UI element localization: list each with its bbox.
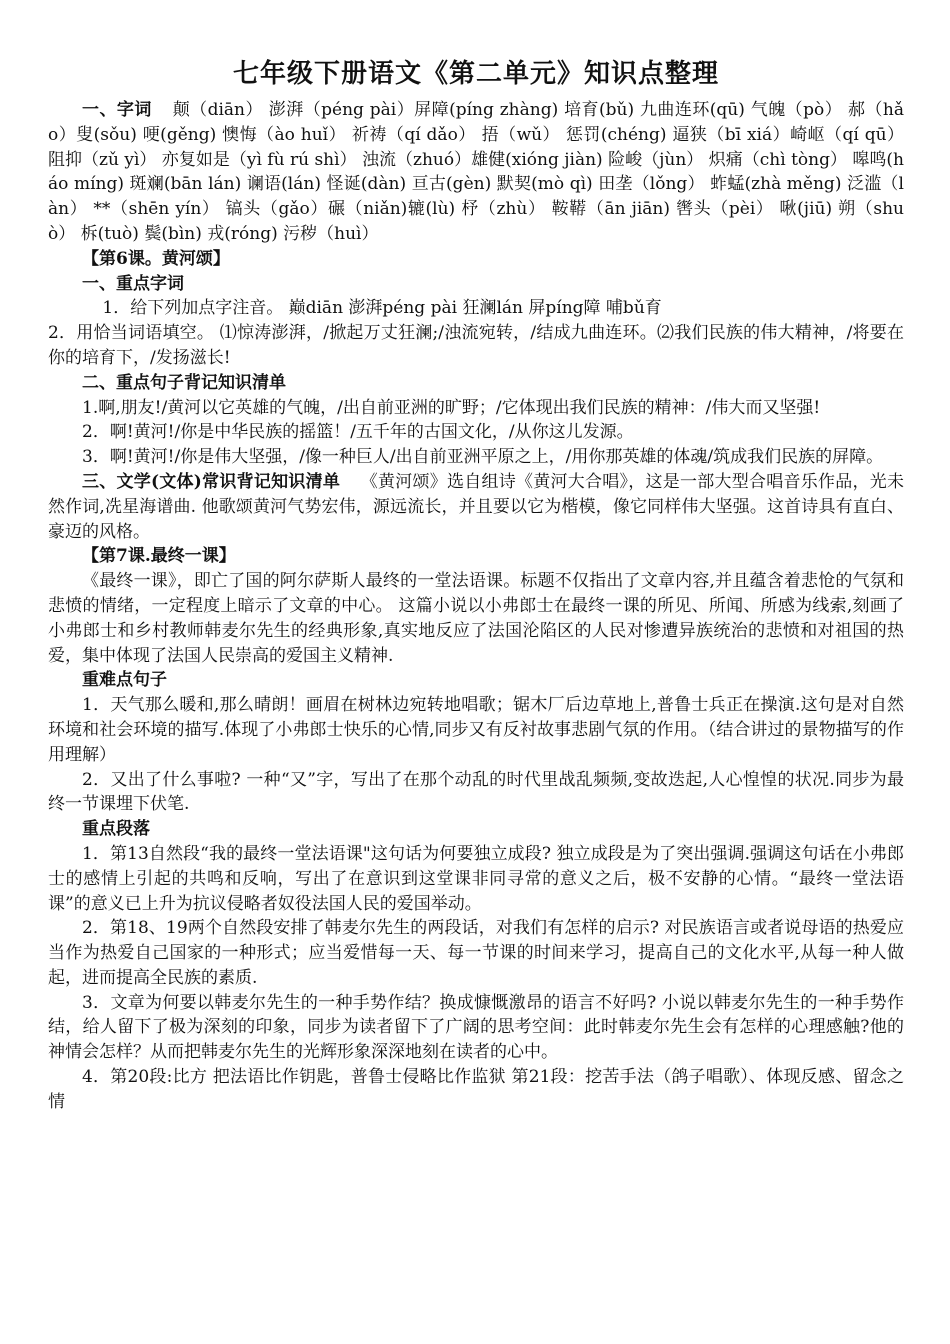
page-title: 七年级下册语文《第二单元》知识点整理 bbox=[232, 59, 719, 89]
lesson7-paragraph4: 4．第20段:比方 把法语比作钥匙，普鲁士侵略比作监狱 第21段：挖苦手法（鸽子唱歌）、体现反感、留念之情 bbox=[48, 1067, 904, 1112]
vocab-paragraph bbox=[48, 98, 904, 247]
lesson6-section1-item2: 2．用恰当词语填空。 ⑴惊涛澎湃，/掀起万丈狂澜;/浊流宛转，/结成九曲连环。⑵我们民族的伟大精神，/将要在你的培育下，/发扬滋长! bbox=[48, 323, 904, 368]
lesson6-header: 【第6课。黄河颂】 bbox=[82, 248, 230, 269]
lesson7-header: 【第7课.最终一课】 bbox=[82, 546, 236, 567]
lesson6-section2-item3: 3．啊!黄河!/你是伟大坚强，/像一种巨人/出自前亚洲平原之上，/用你那英雄的体魂/筑成我们民族的屏障。 bbox=[82, 447, 884, 468]
lesson7-sentences-heading: 重难点句子 bbox=[82, 670, 167, 691]
lesson6-section3-text: 《黄河颂》选自组诗《黄河大合唱》，这是一部大型合唱音乐作品，光未然作词,冼星海谱曲. 他歌颂黄河气势宏伟，源远流长，并且要以它为楷模，像它同样伟大坚强。这首诗具有直白、豪迈的风格。 bbox=[48, 471, 904, 542]
lesson7-intro: 《最终一课》，即亡了国的阿尔萨斯人最终的一堂法语课。标题不仅指出了文章内容,并且蕴含着悲怆的气氛和悲愤的情绪，一定程度上暗示了文章的中心。 这篇小说以小弗郎士在最终一课的所见、所闻、所感为线索,刻画了小弗郎士和乡村教师韩麦尔先生的经典形象,真实地反应了法国沦陷区的人民对惨遭异族统治的悲愤和对祖国的热爱，集中体现了法国人民崇高的爱国主义精神. bbox=[48, 571, 904, 666]
lesson6-section3-heading: 三、文学(文体)常识背记知识清单 bbox=[82, 471, 341, 492]
lesson7-paragraph1: 1．第13自然段“我的最终一堂法语课"这句话为何要独立成段? 独立成段是为了突出强调.强调这句话在小弗郎士的感情上引起的共鸣和反响，写出了在意识到这堂课非同寻常的意义之后，极不安静的心情。“最终一堂法语课”的意义已上升为抗议侵略者奴役法国人民的爱国举动。 bbox=[48, 843, 904, 914]
lesson7-paragraph3: 3．文章为何要以韩麦尔先生的一种手势作结？换成慷慨激昂的语言不好吗? 小说以韩麦尔先生的一种手势作结，给人留下了极为深刻的印象，同步为读者留下了广阔的思考空间：此时韩麦尔先生会有怎样的心理感触?他的神情会怎样？从而把韩麦尔先生的光辉形象深深地刻在读者的心中。 bbox=[48, 992, 904, 1063]
lesson6-section3-paragraph bbox=[48, 470, 904, 544]
vocab-text: 颠（diān） 澎湃（péng pài）屏障(píng zhàng) 培育(bǔ) 九曲连环(qū) 气魄（pò） 郝（hǎo）叟(sǒu) 哽(gěng) 懊悔（ào huǐ） 祈祷（qí dǎo） 捂（wǔ） 惩罚(chéng) 逼狭（bī xiá）崎岖（qí qū） 阻抑（zǔ yì） 亦复如是（yì fù rú shì） 浊流（zhuó）雄健(xióng jiàn) 险峻（jùn） 炽痛（chì tòng） 嗥鸣(háo míng) 斑斓(bān lán) 谰语(lán) 怪诞(dàn) 亘古(gèn) 默契(mò qì) 田垄（lǒng） 蚱蜢(zhà měng) 泛滥（làn） **（shēn yín） 镐头（gǎo）碾（niǎn)辘(lù) 杼（zhù） 鞍鞯（ān jiān) 辔头（pèi） 啾(jiū) 朔（shuò） 柝(tuò) 鬓(bìn) 戎(róng) 污秽（huì） bbox=[48, 100, 905, 244]
lesson7-paragraph2: 2．第18、19两个自然段安排了韩麦尔先生的两段话，对我们有怎样的启示? 对民族语言或者说母语的热爱应当作为热爱自己国家的一种形式；应当爱惜每一天、每一节课的时间来学习，提高自己的文化水平,从每一种人做起，进而提高全民族的素质. bbox=[48, 918, 904, 988]
vocab-heading: 一、字词 bbox=[82, 100, 152, 120]
lesson6-section1-heading: 一、重点字词 bbox=[82, 273, 184, 294]
lesson7-sentence1: 1．天气那么暖和,那么晴朗！画眉在树林边宛转地唱歌；锯木厂后边草地上,普鲁士兵正在操演.这句是对自然环境和社会环境的描写.体现了小弗郎士快乐的心情,同步又有反衬故事悲剧气氛的作用。（结合讲过的景物描写的作用理解） bbox=[48, 695, 904, 765]
lesson7-paragraphs-heading: 重点段落 bbox=[82, 819, 150, 840]
lesson6-section1-item1: 1．给下列加点字注音。 巅diān 澎湃péng pài 狂澜lán 屏píng障 哺bǔ育 bbox=[102, 298, 662, 319]
lesson6-section2-item2: 2．啊!黄河!/你是中华民族的摇篮！/五千年的古国文化，/从你这儿发源。 bbox=[82, 422, 634, 443]
document-page bbox=[48, 56, 904, 1115]
lesson7-sentence2: 2．又出了什么事啦? 一种“又”字，写出了在那个动乱的时代里战乱频频,变故迭起,人心惶惶的状况.同步为最终一节课埋下伏笔. bbox=[48, 769, 904, 815]
lesson6-section2-item1: 1.啊,朋友!/黄河以它英雄的气魄，/出自前亚洲的旷野；/它体现出我们民族的精神：/伟大而又坚强! bbox=[82, 397, 821, 418]
lesson6-section2-heading: 二、重点句子背记知识清单 bbox=[82, 372, 286, 393]
